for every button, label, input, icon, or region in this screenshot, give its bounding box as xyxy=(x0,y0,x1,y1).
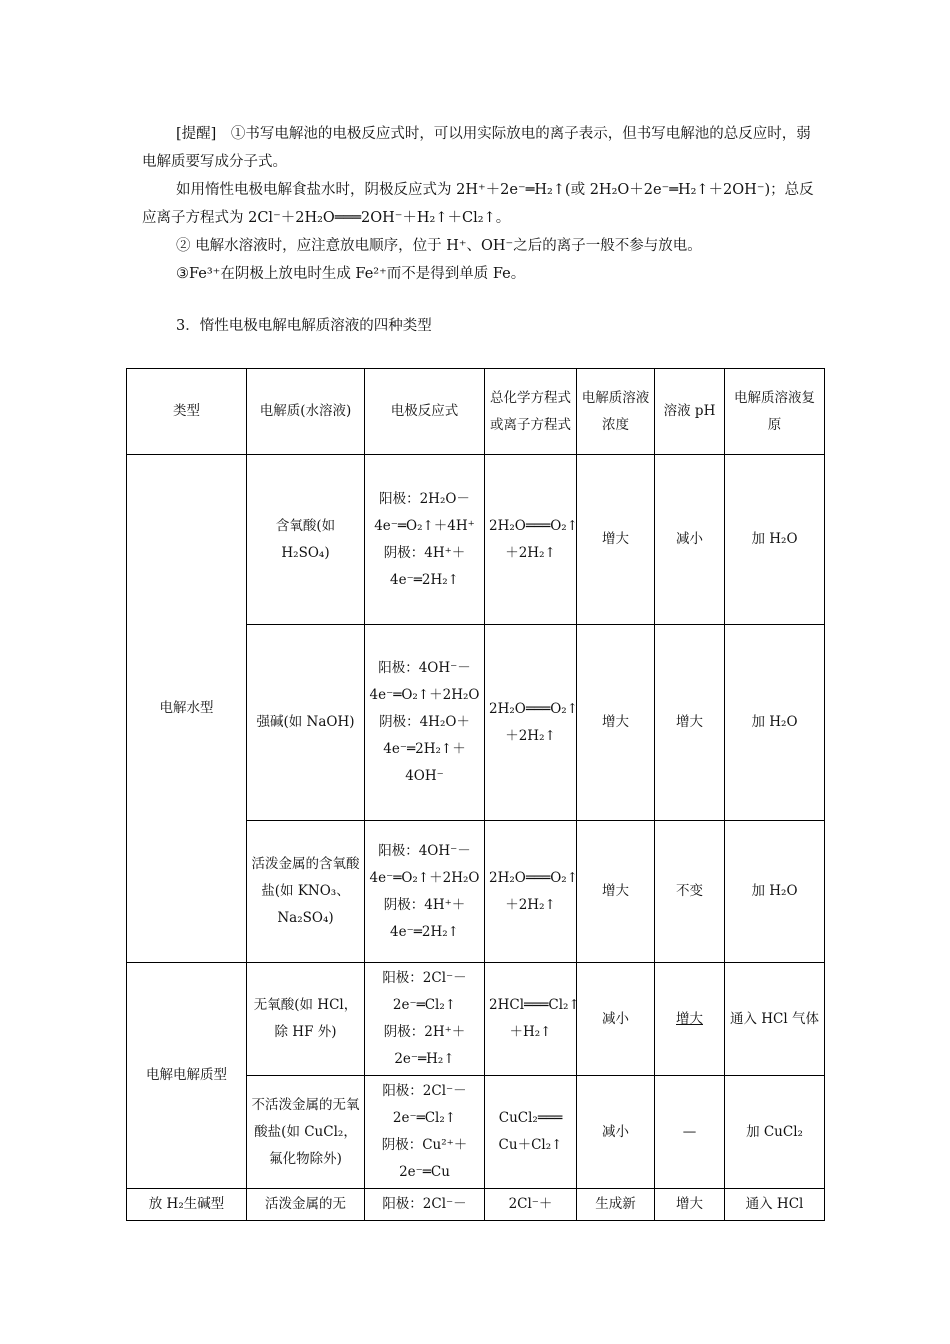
reminder-paragraph-4: ③Fe³⁺在阴极上放电时生成 Fe²⁺而不是得到单质 Fe。 xyxy=(176,266,526,282)
cell-electrolyte: 不活泼金属的无氧酸盐(如 CuCl₂，氟化物除外) xyxy=(247,1076,365,1189)
cell-concentration: 减小 xyxy=(577,963,655,1076)
cell-restore: 加 H₂O xyxy=(725,455,825,625)
cell-restore: 加 H₂O xyxy=(725,821,825,963)
group-electrolyte: 电解电解质型 xyxy=(127,963,247,1189)
cell-electrolyte: 活泼金属的无 xyxy=(247,1189,365,1221)
cell-restore: 加 CuCl₂ xyxy=(725,1076,825,1189)
cell-equation: 2H₂O═══O₂↑＋2H₂↑ xyxy=(485,455,577,625)
cell-ph: 增大 xyxy=(655,1189,725,1221)
cell-ph: 减小 xyxy=(655,455,725,625)
cell-electrolyte: 含氧酸(如 H₂SO₄) xyxy=(247,455,365,625)
header-restore: 电解质溶液复原 xyxy=(725,369,825,455)
header-electrolyte: 电解质(水溶液) xyxy=(247,369,365,455)
cell-electrode: 阳极：4OH⁻－4e⁻═O₂↑＋2H₂O 阴极：4H⁺＋4e⁻═2H₂↑ xyxy=(365,821,485,963)
reminder-paragraph-1: [提醒] ①书写电解池的电极反应式时，可以用实际放电的离子表示，但书写电解池的总反应时，弱电解质要写成分子式。 xyxy=(142,126,811,170)
cell-electrode: 阳极：4OH⁻－4e⁻═O₂↑＋2H₂O 阴极：4H₂O＋4e⁻═2H₂↑＋4OH⁻ xyxy=(365,625,485,821)
table-row xyxy=(127,455,825,625)
cell-equation: 2H₂O═══O₂↑＋2H₂↑ xyxy=(485,625,577,821)
table-row xyxy=(127,1189,825,1221)
cell-restore: 通入 HCl xyxy=(725,1189,825,1221)
header-type: 类型 xyxy=(127,369,247,455)
cell-electrode: 阳极：2Cl⁻－ xyxy=(365,1189,485,1221)
group-water: 电解水型 xyxy=(127,455,247,963)
cell-electrolyte: 无氧酸(如 HCl，除 HF 外) xyxy=(247,963,365,1076)
cell-ph: — xyxy=(655,1076,725,1189)
cell-equation: 2Cl⁻＋ xyxy=(485,1189,577,1221)
cell-concentration: 增大 xyxy=(577,821,655,963)
cell-restore: 加 H₂O xyxy=(725,625,825,821)
reminder-paragraph-2: 如用惰性电极电解食盐水时，阴极反应式为 2H⁺＋2e⁻═H₂↑(或 2H₂O＋2e⁻═H₂↑＋2OH⁻)；总反应离子方程式为 2Cl⁻＋2H₂O═══2OH⁻＋H₂↑＋Cl₂↑。 xyxy=(142,182,814,226)
cell-ph: 增大 xyxy=(655,963,725,1076)
cell-concentration: 增大 xyxy=(577,625,655,821)
reminder-paragraph-3: ② 电解水溶液时，应注意放电顺序，位于 H⁺、OH⁻之后的离子一般不参与放电。 xyxy=(176,238,702,254)
header-electrode-reaction: 电极反应式 xyxy=(365,369,485,455)
cell-electrode: 阳极：2Cl⁻－2e⁻═Cl₂↑ 阴极：2H⁺＋2e⁻═H₂↑ xyxy=(365,963,485,1076)
cell-equation: 2H₂O═══O₂↑＋2H₂↑ xyxy=(485,821,577,963)
group-h2-base: 放 H₂生碱型 xyxy=(127,1189,247,1221)
cell-concentration: 减小 xyxy=(577,1076,655,1189)
table-row xyxy=(127,963,825,1076)
header-concentration: 电解质溶液浓度 xyxy=(577,369,655,455)
cell-equation: CuCl₂═══ Cu＋Cl₂↑ xyxy=(485,1076,577,1189)
cell-electrode: 阳极：2Cl⁻－2e⁻═Cl₂↑ 阴极：Cu²⁺＋2e⁻═Cu xyxy=(365,1076,485,1189)
cell-electrode: 阳极：2H₂O－4e⁻═O₂↑＋4H⁺ 阴极：4H⁺＋4e⁻═2H₂↑ xyxy=(365,455,485,625)
cell-ph: 不变 xyxy=(655,821,725,963)
table-header-row xyxy=(127,369,825,455)
section-title: 3．惰性电极电解电解质溶液的四种类型 xyxy=(176,318,432,334)
electrolysis-types-table xyxy=(126,368,825,1221)
cell-electrolyte: 强碱(如 NaOH) xyxy=(247,625,365,821)
cell-restore: 通入 HCl 气体 xyxy=(725,963,825,1076)
cell-concentration: 增大 xyxy=(577,455,655,625)
header-equation: 总化学方程式或离子方程式 xyxy=(485,369,577,455)
cell-concentration: 生成新 xyxy=(577,1189,655,1221)
header-ph: 溶液 pH xyxy=(655,369,725,455)
cell-electrolyte: 活泼金属的含氧酸盐(如 KNO₃、Na₂SO₄) xyxy=(247,821,365,963)
cell-ph: 增大 xyxy=(655,625,725,821)
cell-equation: 2HCl═══Cl₂↑＋H₂↑ xyxy=(485,963,577,1076)
